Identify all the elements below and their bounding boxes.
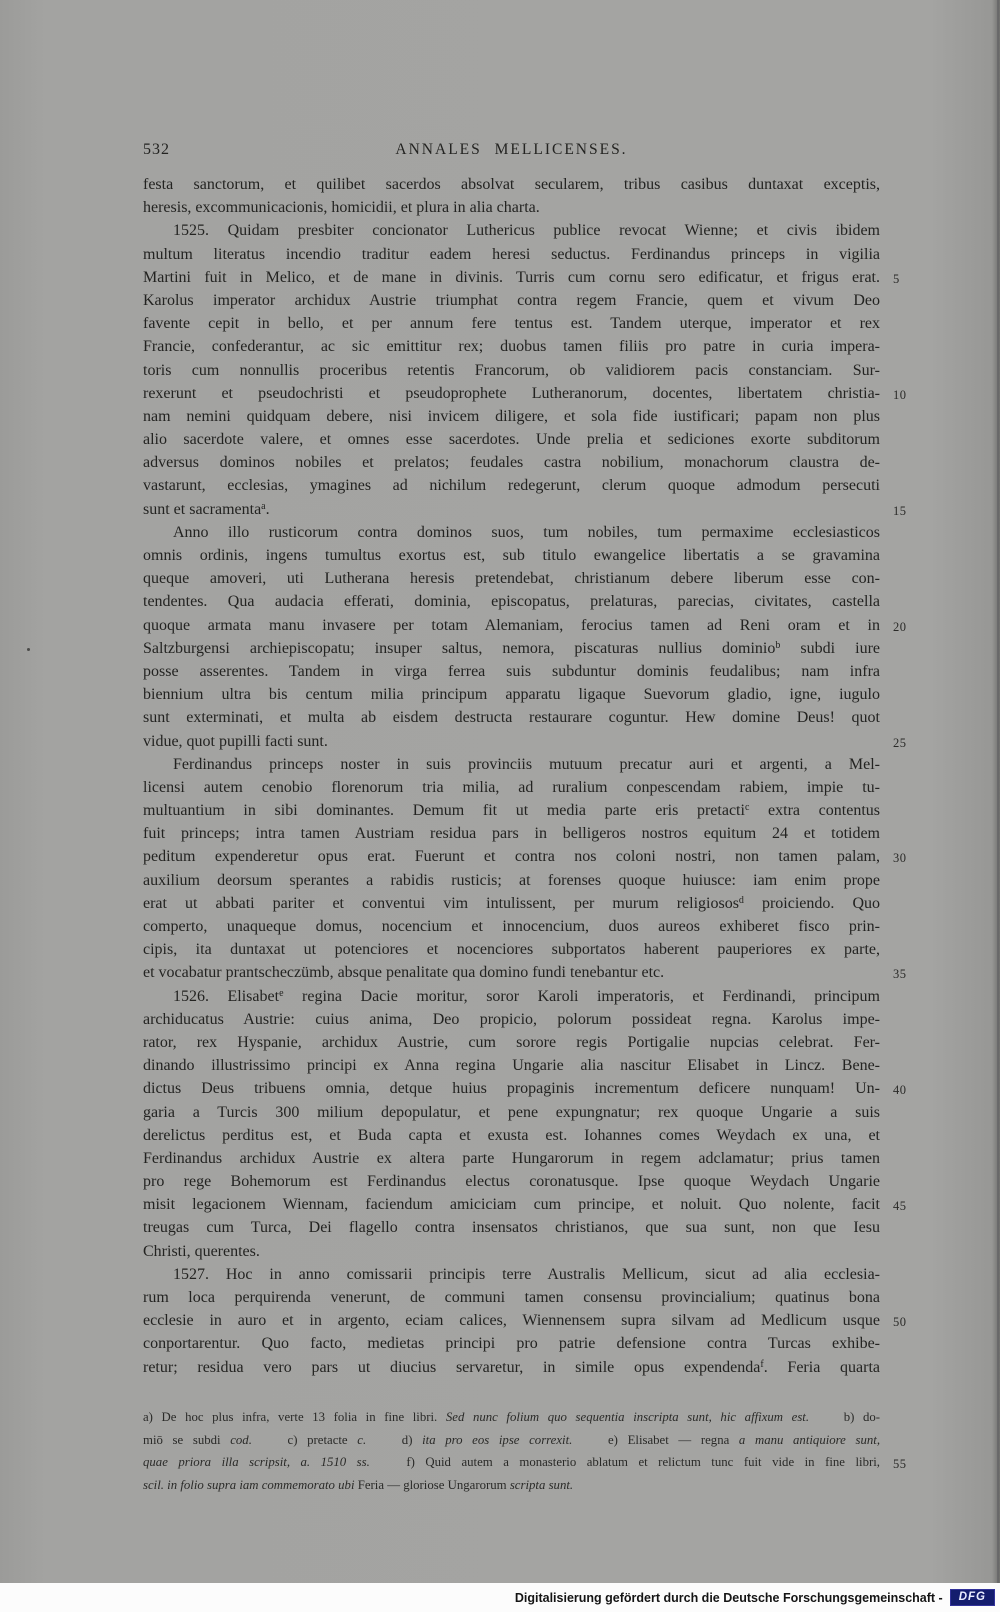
text-line: vidue, quot pupilli facti sunt. 25 [143,730,880,753]
text-line: multum literatus incendio traditur eadem heresi seductus. Ferdinandus princeps in vigilia [143,245,880,263]
text-line: pro rege Bohemorum est Ferdinandus electus coronatusque. Ipse quoque Weydach Ungarie [143,1173,880,1191]
page-number: 532 [143,141,170,158]
text-line: toris cum nonnullis proceribus retentis Francorum, ob validiorem pacis constanciam. Sur- [143,361,880,379]
margin-line-number: 25 [893,735,907,750]
footnote-segment: c) pretacte [287,1432,348,1447]
text-line: Saltzburgensi archiepiscopatu; insuper saltus, nemora, piscaturas nullius dominio$^b$ subdi iure [143,639,881,657]
text-line: 1526. Elisabet$^e$ regina Dacie moritur, soror Karoli imperatoris, et Ferdinandi, principum [173,987,881,1005]
text-line: sunt et sacramenta$^a$. 15 [143,498,880,521]
text-line: alio sacerdote valere, et omnes esse sacerdotes. Unde prelia et sediciones exorte subditorum [143,431,880,449]
footnote-line [143,1451,907,1474]
text-line: favente cepit in bello, et per annum fere tentus est. Tandem uterque, imperator et rex [143,315,880,333]
dfg-logo: DFG [950,1589,995,1606]
footnote-marker: e [279,987,284,999]
text-line: tendentes. Qua audacia efferati, dominia, episcopatus, prelaturas, parecias, civitates, castella [143,593,880,611]
margin-line-number: 35 [893,967,907,982]
footnote-segment: a) De hoc plus infra, verte 13 folia in fine libri. [143,1410,438,1424]
text-line: dinando illustrissimo principi ex Anna regina Ungarie alia nascitur Elisabet in Lincz. Bene- [143,1057,880,1075]
margin-line-number: 30 [893,851,907,866]
margin-line-number: 10 [893,387,907,402]
text-line: festa sanctorum, et quilibet sacerdos absolvat secularem, tribus casibus duntaxat exceptis, [143,176,880,193]
text-line: vastarunt, ecclesias, ymagines ad nichilum redegerunt, clerum quoque admodum persecuti [143,477,880,495]
text-line: rexerunt et pseudochristi et pseudoprophete Lutheranorum, docentes, libertatem christia- 10 [143,382,880,405]
text-line: et vocabatur prantscheczümb, absque penalitate qua domino fundi tenebantur etc. 35 [143,961,880,984]
body-text-block [143,173,907,1379]
digitization-footer [0,1583,1000,1612]
text-line: heresis, excommunicacionis, homicidii, et plura in alia charta. [143,199,540,217]
footnote-segment: miō se subdi [143,1432,221,1447]
footnote-marker: a [261,500,266,512]
footnote-segment: ita pro eos ipse correxit. [422,1432,573,1447]
text-line: 1527. Hoc in anno comissarii principis terre Australis Mellicum, sicut ad alia ecclesia- [173,1265,880,1283]
text-line: ecclesie in auro et in argento, eciam calices, Wiennensem supra silvam ad Medlicum usque 50 [143,1309,880,1332]
text-line: Francie, confederantur, ac sic emittitur rex; duobus tamen filiis pro patre in curia impera- [143,338,880,356]
text-line: adversus dominos nobiles et prelatos; feudales castra nobilium, monachorum claustra de- [143,454,880,472]
margin-line-number: 20 [893,619,907,634]
footnote-marker: d [738,894,744,906]
margin-line-number: 50 [893,1315,907,1330]
footnote-marker: f [760,1358,764,1370]
text-line: conportarentur. Quo facto, medietas principi pro patrie defensione contra Turcas exhibe- [143,1335,880,1353]
text-line: licensi autem cenobio florenorum tria milia, ad ruralium conpescendam rabiem, impie tu- [143,778,880,796]
page-title: ANNALES MELLICENSES. [395,141,628,158]
text-line: Martini fuit in Melico, et de mane in divinis. Turris cum cornu sero edificatur, et frigus erat. 5 [143,266,880,289]
text-line: nam nemini quidquam debere, nisi invicem diligere, et sola fide iustificari; papam non plus [143,407,880,425]
text-line: archiducatus Austrie: cuius anima, Deo propicio, polorum possideat regna. Karolus impe- [143,1010,880,1028]
text-line: fuit princeps; intra tamen Austriam residua pars in belligeros nostros equitum 24 et totidem [143,825,880,843]
text-line: posse asserentes. Tandem in virga ferrea suis subduntur dominis feudalibus; nam infra [143,662,880,680]
footnote-segment: Sed nunc folium quo sequentia inscripta sunt, hic affixum est. [445,1410,810,1424]
footnote-segment: c. [357,1432,367,1447]
footer-credit-text: Digitalisierung gefördert durch die Deutsche Forschungsgemeinschaft - [514,1590,943,1605]
text-line: comperto, unaqueque domus, nocencium et innocencium, duos aureos exhiberet fisco prin- [143,918,880,935]
text-line: Anno illo rusticorum contra dominos suos, tum nobiles, tum permaxime ecclesiasticos [173,523,880,541]
footnote-marker: b [775,639,781,651]
text-line: Christi, querentes. [143,1242,260,1260]
text-line: Karolus imperator archidux Austrie triumphat contra regem Francie, quem et vivum Deo [143,291,880,309]
text-line: 1525. Quidam presbiter concionator Luthericus publice revocat Wienne; et civis ibidem [173,222,880,240]
footnote-segment: b) do- [843,1410,881,1424]
footnote-segment: scripta sunt. [509,1477,574,1492]
text-line: retur; residua vero pars ut diucius servaretur, in simile opus expendenda$^f$. Feria quarta [143,1358,881,1376]
text-line: rator, rex Hyspanie, archidux Austrie, cum sorore regis Portigalie nupcias celebrat. Fer- [143,1033,880,1051]
text-line: omnis ordinis, ingens tumultus exortus est, sub titulo ewangelice libertatis a se gravamina [143,547,880,564]
margin-line-number: 40 [893,1083,907,1098]
text-line: biennium ultra bis centum milia principum apparatu ligaque Suevorum gladio, igne, iugulo [143,686,880,704]
text-line: cipis, ita duntaxat ut potenciores et nocenciores subportatos haberent pauperiores ex parte, [143,941,880,959]
footnote-line [143,1474,880,1497]
footnote-segment: cod. [230,1432,252,1447]
footnote-line [143,1406,880,1429]
footnote-segment: a manu antiquiore sunt, [738,1432,881,1447]
margin-line-number: 5 [893,271,900,286]
margin-line-number: 15 [893,503,907,518]
text-line: derelictus perditus est, et Buda capta et exusta est. Iohannes comes Weydach ex una, et [143,1126,880,1144]
text-line: quoque armata manu invasere per totam Alemaniam, ferocius tamen ad Reni oram et in 20 [143,614,880,637]
margin-line-number: 55 [893,1457,907,1471]
footnote-segment: scil. in folio supra iam commemorato ubi [143,1477,355,1492]
text-line: Ferdinandus princeps noster in suis provinciis mutuum precatur auri et argenti, a Mel- [173,755,880,773]
footnote-segment: f) Quid autem a monasterio ablatum et relictum tunc fuit vide in fine libri, [406,1455,880,1469]
footnote-marker: c [744,802,750,814]
footnotes-block [143,1406,907,1496]
text-line: multuantium in sibi dominantes. Demum fit ut media parte eris pretacti$^c$ extra contentus [143,802,881,820]
footnote-segment: e) Elisabet — regna [608,1432,730,1447]
text-line: treugas cum Turca, Dei flagello contra insensatos christianos, que sua sunt, non que Iesu [143,1219,880,1237]
text-line: garia a Turcis 300 milium depopulatur, et pene expungnatur; rex quoque Ungarie a suis [143,1103,880,1121]
text-line: rum loca perquirenda venerunt, de communi tamen consensu provincialium; quatinus bona [143,1289,880,1306]
text-line: peditum expenderetur opus erat. Fuerunt et contra nos coloni nostri, non tamen palam, 30 [143,845,880,868]
text-line: auxilium deorsum sperantes a rabidis rusticis; at forenses quoque huiusce: iam enim prope [143,871,880,889]
footnote-segment: Feria — gloriose Ungarorum [357,1477,507,1492]
text-line: Ferdinandus archidux Austrie ex altera parte Hungarorum in regem adclamatur; prius tamen [143,1149,880,1167]
scan-edge-shadow [997,0,999,1583]
margin-line-number: 45 [893,1199,907,1214]
footnote-line [143,1429,880,1452]
text-line: misit legacionem Wiennam, faciendum amiciciam cum principe, et noluit. Quo nolente, facit 45 [143,1193,880,1216]
footnote-segment: quae priora illa scripsit, a. 1510 ss. [143,1455,370,1469]
text-line: sunt exterminati, et multa ab eisdem destructa restaurare coguntur. Hew domine Deus! quot [143,709,880,727]
text-line: queque amoveri, uti Lutherana heresis pretendebat, christianum debere liberum esse con- [143,570,880,588]
text-line: erat ut abbati pariter et conventui vim intulissent, per murum religiosos$^d$ proiciendo. Quo [143,894,880,912]
text-line: dictus Deus tribuens omnia, detque huius propaginis incrementum deficere nunquam! Un- 40 [143,1077,880,1100]
footnote-segment: d) [401,1432,413,1447]
scan-speck [27,648,30,651]
